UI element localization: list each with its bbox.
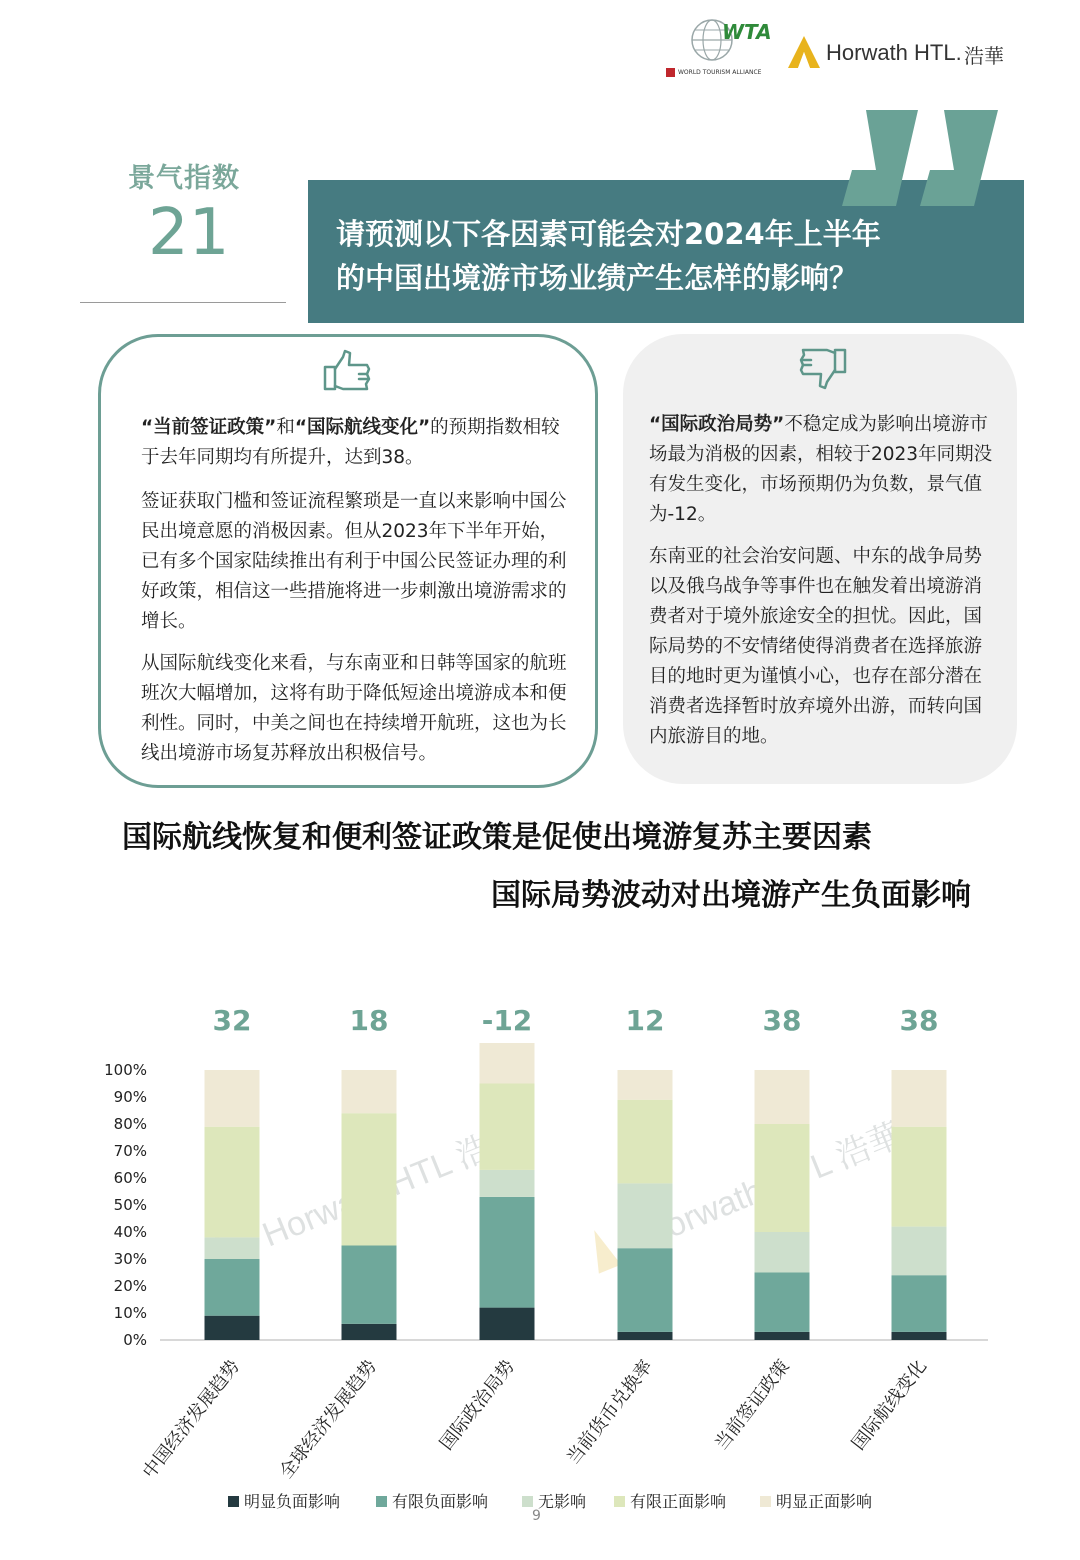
bar-segment bbox=[892, 1127, 947, 1227]
category-label: 国际政治局势 bbox=[435, 1356, 519, 1455]
watermark-text: Horwath HTL bbox=[257, 1144, 457, 1255]
legend-label: 有限正面影响 bbox=[630, 1492, 727, 1511]
wta-logo bbox=[662, 12, 774, 80]
y-tick-label: 20% bbox=[113, 1277, 147, 1295]
bar-segment bbox=[618, 1332, 673, 1340]
bar-segment bbox=[480, 1084, 535, 1170]
horwath-mark-icon bbox=[786, 34, 822, 70]
y-tick-label: 70% bbox=[113, 1142, 147, 1160]
bar-segment bbox=[480, 1043, 535, 1084]
question-line-1: 请预测以下各因素可能会对2024年上半年 bbox=[336, 217, 881, 251]
index-value-label: 32 bbox=[212, 1004, 252, 1037]
legend-label: 明显负面影响 bbox=[244, 1492, 341, 1511]
bar-segment bbox=[205, 1127, 260, 1238]
positive-paragraph-2: 签证获取门槛和签证流程繁琐是一直以来影响中国公民出境意愿的消极因素。但从2023年下半年开始，已有多个国家陆续推出有利于中国公民签证办理的利好政策，相信这一些措施将进一步刺激出境游需求的增长。 bbox=[141, 491, 567, 632]
bar-segment bbox=[205, 1316, 260, 1340]
bar-segment bbox=[342, 1070, 397, 1113]
horwath-logo bbox=[786, 30, 1016, 76]
bar-segment bbox=[755, 1332, 810, 1340]
headline-positive: 国际航线恢复和便利签证政策是促使出境游复苏主要因素 bbox=[122, 820, 872, 855]
y-tick-label: 100% bbox=[104, 1061, 147, 1079]
bar-segment bbox=[480, 1308, 535, 1340]
bar-segment bbox=[342, 1246, 397, 1324]
legend-label: 有限负面影响 bbox=[392, 1492, 489, 1511]
negative-paragraph-1 bbox=[649, 410, 995, 530]
category-label: 当前货币兑换率 bbox=[562, 1356, 657, 1469]
index-label: 景气指数 bbox=[128, 163, 240, 194]
thumbs-up-icon bbox=[323, 349, 373, 393]
legend-swatch bbox=[760, 1496, 771, 1507]
air-routes-highlight: “国际航线变化” bbox=[294, 417, 431, 438]
positive-factors-card bbox=[98, 334, 598, 788]
category-label: 中国经济发展趋势 bbox=[138, 1356, 244, 1483]
index-value-label: 38 bbox=[762, 1004, 802, 1037]
quote-mark-icon bbox=[840, 108, 1010, 208]
y-tick-label: 30% bbox=[113, 1250, 147, 1268]
y-tick-label: 40% bbox=[113, 1223, 147, 1241]
y-tick-label: 90% bbox=[113, 1088, 147, 1106]
chart-bars bbox=[205, 1043, 947, 1340]
bar-segment bbox=[755, 1124, 810, 1232]
bar-segment bbox=[205, 1070, 260, 1127]
positive-paragraph-1 bbox=[141, 413, 571, 473]
bar-segment bbox=[755, 1070, 810, 1124]
negative-paragraph-2: 东南亚的社会治安问题、中东的战争局势以及俄乌战争等事件也在触发着出境游消费者对于境外旅途安全的担忧。因此，国际局势的不安情绪使得消费者在选择旅游目的地时更为谨慎小心，也存在部分潜在消费者选择暂时放弃境外出游，而转向国内旅游目的地。 bbox=[649, 546, 983, 747]
legend-item bbox=[228, 1489, 340, 1512]
positive-p1-rest: 的预期指数相较于去年同期均有所提升，达到38。 bbox=[141, 417, 560, 468]
bar-segment bbox=[205, 1237, 260, 1259]
negative-p1-rest: 不稳定成为影响出境游市场最为消极的因素，相较于2023年同期没有发生变化，市场预期仍为负数，景气值为-12。 bbox=[649, 414, 993, 525]
horwath-chinese-name: 浩華 bbox=[964, 44, 1004, 68]
index-value-label: 12 bbox=[625, 1004, 665, 1037]
horwath-wordmark: Horwath HTL. bbox=[826, 40, 962, 65]
bar-segment bbox=[480, 1197, 535, 1308]
wta-caption-text: WORLD TOURISM ALLIANCE bbox=[678, 69, 762, 76]
bar-segment bbox=[618, 1183, 673, 1248]
bar-segment bbox=[755, 1273, 810, 1332]
bar-segment bbox=[892, 1070, 947, 1127]
y-tick-label: 50% bbox=[113, 1196, 147, 1214]
index-value-label: 18 bbox=[349, 1004, 389, 1037]
y-tick-label: 10% bbox=[113, 1304, 147, 1322]
bar-segment bbox=[480, 1170, 535, 1197]
category-label: 当前签证政策 bbox=[710, 1356, 794, 1455]
category-label: 国际航线变化 bbox=[847, 1356, 931, 1455]
legend-item bbox=[376, 1489, 488, 1512]
y-tick-label: 60% bbox=[113, 1169, 147, 1187]
bar-segment bbox=[205, 1259, 260, 1316]
bar-segment bbox=[618, 1248, 673, 1332]
index-divider bbox=[80, 302, 286, 303]
wta-mark: WTA bbox=[722, 20, 772, 44]
chart-legend bbox=[228, 1489, 928, 1511]
index-number: 21 bbox=[148, 196, 230, 270]
question-line-2: 的中国出境游市场业绩产生怎样的影响？ bbox=[336, 261, 859, 295]
legend-label: 明显正面影响 bbox=[776, 1492, 873, 1511]
category-label: 全球经济发展趋势 bbox=[275, 1356, 381, 1483]
legend-swatch bbox=[522, 1496, 533, 1507]
bar-segment bbox=[618, 1070, 673, 1100]
index-value-label: 38 bbox=[899, 1004, 939, 1037]
y-tick-label: 0% bbox=[123, 1331, 147, 1349]
watermark-text: Horwath 浩華 bbox=[637, 1115, 908, 1255]
positive-p1-mid: 和 bbox=[276, 417, 295, 438]
bar-segment bbox=[892, 1275, 947, 1332]
page-number: 9 bbox=[532, 1508, 541, 1524]
legend-swatch bbox=[376, 1496, 387, 1507]
legend-swatch bbox=[228, 1496, 239, 1507]
negative-factors-card bbox=[623, 334, 1017, 784]
bar-segment bbox=[342, 1324, 397, 1340]
legend-item bbox=[614, 1489, 726, 1512]
headline-negative: 国际局势波动对出境游产生负面影响 bbox=[491, 878, 971, 913]
index-value-label: -12 bbox=[481, 1004, 533, 1037]
stacked-bar-chart bbox=[0, 990, 1080, 1490]
bar-segment bbox=[892, 1332, 947, 1340]
legend-swatch bbox=[614, 1496, 625, 1507]
bar-segment bbox=[618, 1100, 673, 1184]
legend-label: 无影响 bbox=[538, 1492, 587, 1511]
visa-policy-highlight: “当前签证政策” bbox=[141, 417, 277, 438]
y-tick-label: 80% bbox=[113, 1115, 147, 1133]
legend-item bbox=[760, 1489, 872, 1512]
thumbs-down-icon bbox=[797, 346, 847, 390]
positive-paragraph-3: 从国际航线变化来看，与东南亚和日韩等国家的航班班次大幅增加，这将有助于降低短途出境游成本和便利性。同时，中美之间也在持续增开航班，这也为长线出境游市场复苏释放出积极信号。 bbox=[141, 653, 567, 764]
bar-segment bbox=[755, 1232, 810, 1273]
politics-highlight: “国际政治局势” bbox=[649, 414, 785, 435]
bar-segment bbox=[342, 1113, 397, 1245]
wta-caption bbox=[666, 68, 761, 77]
bar-segment bbox=[892, 1227, 947, 1276]
